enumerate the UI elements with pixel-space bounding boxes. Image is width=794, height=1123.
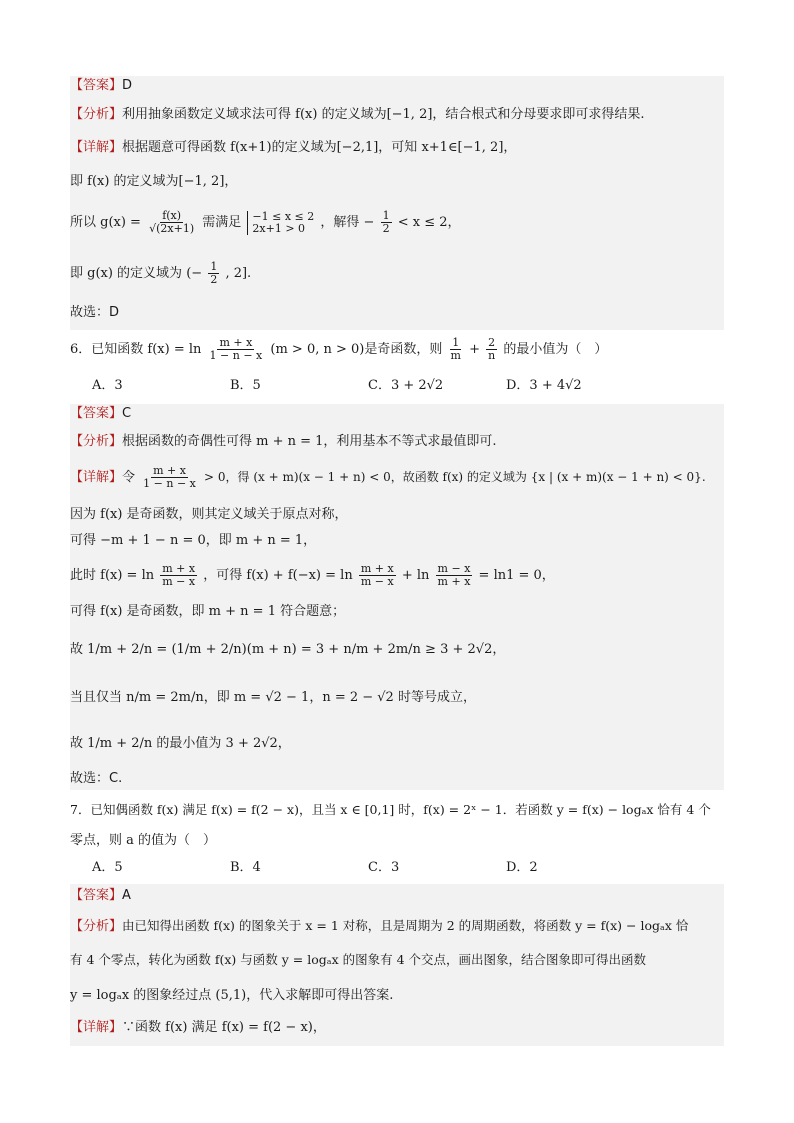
detail-text: 根据题意可得函数 f(x+1)的定义域为[−2,1]，可知 x+1∈[−1, 2]， [122,140,517,155]
solution-line [70,531,724,551]
solution-text: 可得 −m + 1 − n = 0，即 m + n = 1， [70,533,317,548]
question-6-stem [70,333,724,367]
solution-text: 故 1/m + 2/n 的最小值为 3 + 2√2， [70,736,291,751]
fraction: $\frac{1}{2}$ [382,209,390,235]
detail-line [70,1018,724,1038]
fraction: $\frac{m + x}{1 - n - x}$ [209,336,263,362]
choice-line [70,303,724,323]
solution-line [70,558,724,594]
fraction: $\frac{m - x}{m + x}$ [437,562,471,588]
option-c[interactable]: C．3 + 2√2 [368,378,444,393]
plus-sign: + [469,342,480,357]
option-c[interactable]: C．3 [368,860,400,875]
option-d[interactable]: D．3 + 4√2 [506,378,582,393]
analysis-line [70,950,724,970]
choice-line [70,769,724,789]
answer-line [70,886,724,906]
solution-line [70,205,724,241]
solution-text: ，可得 f(x) + f(−x) = ln [203,568,353,583]
solution-line [70,172,724,192]
solution-text: 所以 g(x) = [70,215,141,230]
detail-line [70,460,724,494]
answer-value: C [122,406,132,421]
solution-line [70,734,724,754]
solution-text: 即 g(x) 的定义域为 (− [70,266,203,281]
detail-tag: 【详解】 [70,1020,123,1035]
fraction: $\frac{m + x}{m - x}$ [162,562,196,588]
analysis-line [70,986,724,1006]
answer-value: D [122,78,133,93]
answer-tag: 【答案】 [70,406,123,421]
solution-line [70,505,724,525]
solution-text: + ln [401,568,430,583]
question-6-options [92,376,746,396]
analysis-text: y = logₐx 的图象经过点 (5,1)，代入求解即可得出答案. [70,988,394,1003]
solution-text: 即 f(x) 的定义域为[−1, 2]， [70,174,238,189]
analysis-tag: 【分析】 [70,107,123,122]
detail-tag: 【详解】 [70,470,123,485]
solution-text: 当且仅当 n/m = 2m/n，即 m = √2 − 1，n = 2 − √2 时等号成立， [70,690,476,705]
solution-line [70,688,724,708]
solution-text: < x ≤ 2， [397,215,461,230]
stem-text: 6．已知函数 f(x) = ln [70,342,202,357]
analysis-text: 有 4 个零点，转化为函数 f(x) 与函数 y = logₐx 的图象有 4 个交点，画出图象，结合图象即可得出函数 [70,952,647,967]
solution-text: , 2]. [225,266,252,281]
detail-text: 令 [122,470,136,485]
option-b[interactable]: B．4 [230,860,261,875]
detail-line [70,138,724,158]
question-7-options [92,858,746,878]
option-d[interactable]: D．2 [506,860,538,875]
solution-text: 此时 f(x) = ln [70,568,155,583]
question-7-stem [70,831,724,851]
fraction: $\frac{2}{n}$ [488,336,496,362]
solution-text: 故 1/m + 2/n = (1/m + 2/n)(m + n) = 3 + n/m + 2m/n ≥ 3 + 2√2， [70,642,506,657]
equation-system: −1 ≤ x ≤ 2 2x+1 > 0 [247,211,314,235]
solution-text: = ln1 = 0， [478,568,555,583]
fraction: $\frac{m + x}{1 - n - x}$ [143,464,196,490]
detail-text: ∵函数 f(x) 满足 f(x) = f(2 − x)， [122,1020,326,1035]
option-a[interactable]: A．5 [92,860,123,875]
analysis-text: 由已知得出函数 f(x) 的图象关于 x = 1 对称，且是周期为 2 的周期函数，将函数 y = f(x) − logₐx 恰 [122,918,689,933]
stem-text: 7．已知偶函数 f(x) 满足 f(x) = f(2 − x)，且当 x ∈ [0,1] 时，f(x) = 2ˣ − 1．若函数 y = f(x) − logₐx 恰有 4 个 [70,802,711,817]
solution-line [70,602,724,622]
fraction: $\frac{1}{m}$ [450,336,461,362]
solution-line [70,256,724,292]
detail-text: > 0，得 (x + m)(x − 1 + n) < 0，故函数 f(x) 的定义域为 {x | (x + m)(x − 1 + n) < 0}. [204,470,706,484]
analysis-tag: 【分析】 [70,434,123,449]
analysis-line [70,105,724,125]
option-a[interactable]: A．3 [92,378,123,393]
stem-text: 的最小值为（ ） [503,342,608,357]
answer-tag: 【答案】 [70,78,123,93]
fraction: $\frac{m + x}{m - x}$ [360,562,394,588]
answer-line [70,76,724,96]
stem-text: 零点，则 a 的值为（ ） [70,833,217,848]
analysis-text: 利用抽象函数定义域求法可得 f(x) 的定义域为[−1, 2]，结合根式和分母要求即可求得结果. [122,107,645,122]
analysis-text: 根据函数的奇偶性可得 m + n = 1，利用基本不等式求最值即可. [122,434,497,449]
solution-text: 因为 f(x) 是奇函数，则其定义域关于原点对称， [70,507,348,522]
choice-text: 故选：C. [70,771,123,786]
fraction: $\frac{1}{2}$ [210,260,218,286]
fraction: $\frac{f(x)}{√(2x+1)}$ [149,209,195,235]
stem-text: (m > 0, n > 0)是奇函数，则 [270,342,443,357]
analysis-line [70,432,724,452]
analysis-tag: 【分析】 [70,919,123,934]
solution-line [70,640,724,660]
analysis-line [70,916,724,937]
answer-value: A [122,888,131,903]
option-b[interactable]: B．5 [230,378,261,393]
solution-text: 可得 f(x) 是奇函数，即 m + n = 1 符合题意； [70,604,346,619]
detail-tag: 【详解】 [70,140,123,155]
solution-text: 需满足 [202,215,242,230]
answer-line [70,404,724,424]
answer-tag: 【答案】 [70,888,123,903]
choice-text: 故选：D [70,305,120,320]
solution-text: ，解得 − [320,215,375,230]
question-7-stem [70,800,724,820]
